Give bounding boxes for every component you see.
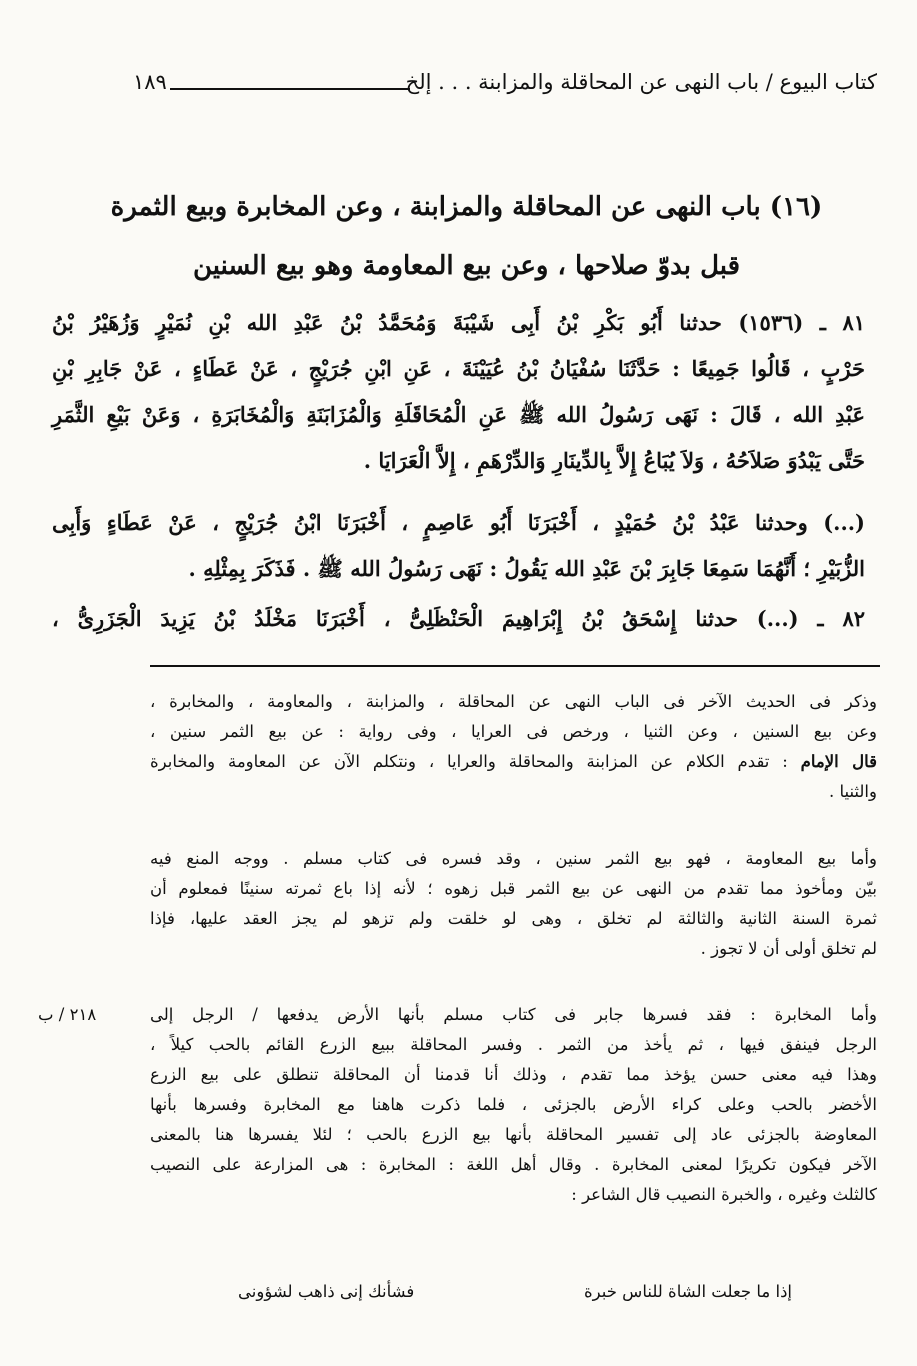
hadith-line: ٨٢ ـ (...) حدثنا إِسْحَقُ بْنُ إِبْرَاهِيمَ الْحَنْظَلِىُّ ، أَخْبَرَنَا مَخْلَدُ بْنُ يَزِيدَ الْجَزَرِىُّ ،	[52, 606, 865, 631]
commentary-paragraph	[150, 844, 877, 964]
poetry-verse	[150, 1277, 877, 1307]
manuscript-folio-marker: ٢١٨ / ب	[38, 1005, 97, 1024]
hadith-81	[52, 300, 865, 484]
hadith-line: الزُّبَيْرِ ؛ أَنَّهُمَا سَمِعَا جَابِرَ بْنَ عَبْدِ الله يَقُولُ : نَهَى رَسُولُ الله ﷺ . فَذَكَرَ بِمِثْلِهِ .	[188, 556, 865, 581]
hadith-line: ٨١ ـ (١٥٣٦) حدثنا أَبُو بَكْرِ بْنُ أَبِى شَيْبَةَ وَمُحَمَّدُ بْنُ عَبْدِ الله بْنِ نُمَيْرٍ وَزُهَيْرُ بْنُ	[52, 310, 865, 335]
hadith-82	[52, 596, 865, 642]
hadith-line: (...) وحدثنا عَبْدُ بْنُ حُمَيْدٍ ، أَخْبَرَنَا أَبُو عَاصِمٍ ، أَخْبَرَنَا ابْنُ جُرَيْجٍ ، عَنْ عَطَاءٍ وَأَبِى	[52, 510, 865, 535]
commentary-line: وهذا فيه معنى حسن يؤخذ مما تقدم ، وذلك أنا قدمنا أن المحاقلة تنطلق على بيع الزرع	[150, 1065, 877, 1084]
commentary-line	[150, 747, 877, 777]
commentary-line: ثمرة السنة الثانية والثالثة لم تخلق ، وهى لو خلقت ولم تزهو لم يجز العقد عليها، فإذا	[150, 909, 877, 928]
commentary-line: وأما المخابرة : فقد فسرها جابر فى كتاب مسلم بأنها الأرض يدفعها / الرجل إلى	[150, 1005, 877, 1024]
commentary-line: وعن بيع السنين ، وعن الثنيا ، ورخص فى العرايا ، وفى رواية : عن بيع الثمر سنين ،	[150, 722, 877, 741]
commentary-line: وذكر فى الحديث الآخر فى الباب النهى عن المحاقلة ، والمزابنة ، والمعاومة ، والمخابرة ،	[150, 692, 877, 711]
footnote-divider	[150, 665, 880, 667]
commentary-line: وأما بيع المعاومة ، فهو بيع الثمر سنين ، وقد فسره فى كتاب مسلم . ووجه المنع فيه	[150, 849, 877, 868]
hadith-line: عَبْدِ الله ، قَالَ : نَهَى رَسُولُ الله ﷺ عَنِ الْمُحَاقَلَةِ وَالْمُزَابَنَةِ وَالْمُخَابَرَةِ ، وَعَنْ بَيْعِ الثَّمَرِ	[52, 402, 865, 427]
commentary-line: كالثلث وغيره ، والخبرة النصيب قال الشاعر :	[571, 1185, 877, 1204]
commentary-line: بيّن ومأخوذ مما تقدم من النهى عن بيع الثمر قبل زهوه ؛ لأنه إذا باع ثمرته سنينًا فمعلوم أن	[150, 879, 877, 898]
imam-text: : تقدم الكلام عن المزابنة والمحاقلة والعرايا ، ونتكلم الآن عن المعاومة والمخابرة	[150, 752, 801, 771]
header-rule	[170, 88, 410, 90]
commentary-line: الأخضر بالحب وعلى كراء الأرض بالجزئى ، فلما ذكرت هاهنا مع المخابرة وفسرها بأنها	[150, 1095, 877, 1114]
page-number: ١٨٩	[133, 70, 167, 94]
commentary-paragraph	[150, 687, 877, 807]
commentary-line: الرجل فينفق فيها ، ثم يأخذ من الثمر . وفسر المحاقلة ببيع الزرع القائم بالحب كيلاً ،	[150, 1035, 877, 1054]
verse-first-hemistich: إذا ما جعلت الشاة للناس خبرة	[584, 1282, 792, 1301]
commentary-line: لم تخلق أولى أن لا تجوز .	[700, 939, 877, 958]
imam-label: قال الإمام	[800, 752, 877, 771]
running-header-title: كتاب البيوع / باب النهى عن المحاقلة والمزابنة . . . إلخ	[405, 70, 877, 94]
chapter-heading-line: (١٦) باب النهى عن المحاقلة والمزابنة ، وعن المخابرة وبيع الثمرة	[110, 192, 823, 222]
chapter-heading-line: قبل بدوّ صلاحها ، وعن بيع المعاومة وهو بيع السنين	[192, 251, 741, 281]
verse-second-hemistich: فشأنك إنى ذاهب لشؤونى	[238, 1282, 415, 1301]
chapter-heading	[100, 178, 833, 296]
commentary-line: والثنيا .	[828, 782, 877, 801]
hadith-line: حَتَّى يَبْدُوَ صَلاَحُهُ ، وَلاَ يُبَاعُ إِلاَّ بِالدِّينَارِ وَالدِّرْهَمِ ، إِلاَّ الْعَرَايَا .	[363, 448, 865, 473]
commentary-paragraph	[150, 1000, 877, 1210]
commentary-line: الآخر فيكون تكريرًا لمعنى المخابرة . وقال أهل اللغة : المخابرة : هى المزارعة على النصيب	[150, 1155, 877, 1174]
commentary-line: المعاوضة بالجزئى عاد إلى تفسير المحاقلة بأنها بيع الزرع بالحب ؛ لئلا يفسرها هنا بالمعنى	[150, 1125, 877, 1144]
hadith-81-second-chain	[52, 500, 865, 592]
hadith-line: حَرْبٍ ، قَالُوا جَمِيعًا : حَدَّثَنَا سُفْيَانُ بْنُ عُيَيْنَةَ ، عَنِ ابْنِ جُرَيْجٍ ، عَنْ عَطَاءٍ ، عَنْ جَابِرِ بْنِ	[52, 356, 865, 381]
